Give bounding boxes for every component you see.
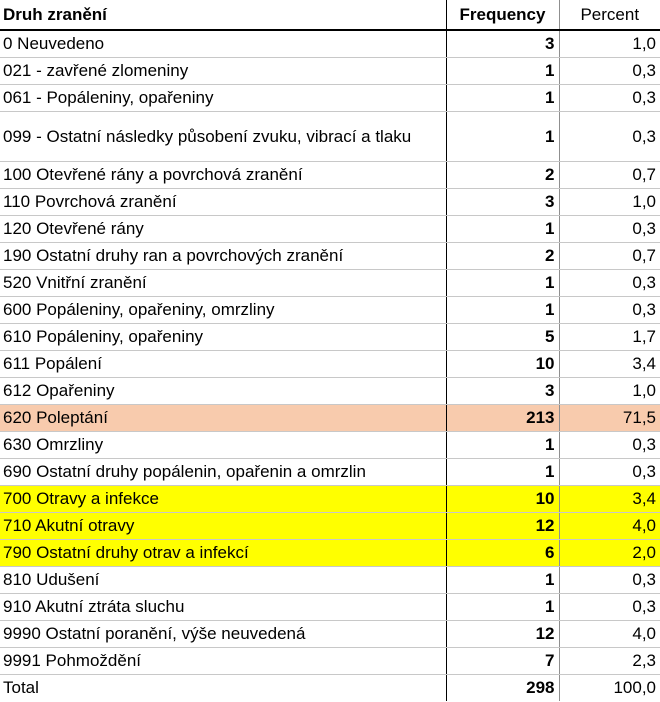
table-row — [0, 30, 660, 57]
row-label: 810 Udušení — [0, 566, 446, 593]
row-frequency: 12 — [446, 620, 559, 647]
row-frequency: 1 — [446, 215, 559, 242]
row-label: 600 Popáleniny, opařeniny, omrzliny — [0, 296, 446, 323]
table-row — [0, 57, 660, 84]
row-frequency: 1 — [446, 296, 559, 323]
row-frequency: 1 — [446, 269, 559, 296]
row-frequency: 2 — [446, 161, 559, 188]
row-frequency: 10 — [446, 485, 559, 512]
row-percent: 0,3 — [559, 111, 660, 161]
row-frequency: 1 — [446, 593, 559, 620]
row-percent: 0,3 — [559, 269, 660, 296]
row-label: 110 Povrchová zranění — [0, 188, 446, 215]
row-frequency: 7 — [446, 647, 559, 674]
row-label: 100 Otevřené rány a povrchová zranění — [0, 161, 446, 188]
row-label: 021 - zavřené zlomeniny — [0, 57, 446, 84]
table-row — [0, 350, 660, 377]
row-percent: 0,3 — [559, 593, 660, 620]
row-label: 910 Akutní ztráta sluchu — [0, 593, 446, 620]
row-frequency: 1 — [446, 431, 559, 458]
row-percent: 0,3 — [559, 84, 660, 111]
row-label: 612 Opařeniny — [0, 377, 446, 404]
total-row — [0, 674, 660, 701]
row-percent: 1,7 — [559, 323, 660, 350]
row-percent: 0,3 — [559, 215, 660, 242]
row-label: 690 Ostatní druhy popálenin, opařenin a omrzlin — [0, 458, 446, 485]
row-percent: 71,5 — [559, 404, 660, 431]
row-frequency: 2 — [446, 242, 559, 269]
row-percent: 1,0 — [559, 30, 660, 57]
total-label: Total — [3, 678, 39, 698]
row-percent: 1,0 — [559, 377, 660, 404]
row-label: 610 Popáleniny, opařeniny — [0, 323, 446, 350]
row-label: 700 Otravy a infekce — [0, 485, 446, 512]
row-percent: 2,0 — [559, 539, 660, 566]
table-row — [0, 215, 660, 242]
row-percent: 4,0 — [559, 512, 660, 539]
header-row — [0, 0, 660, 30]
row-frequency: 5 — [446, 323, 559, 350]
row-frequency: 1 — [446, 84, 559, 111]
column-header-frequency: Frequency — [446, 0, 559, 30]
row-frequency: 10 — [446, 350, 559, 377]
row-label: 0 Neuvedeno — [0, 30, 446, 57]
table-row — [0, 242, 660, 269]
row-frequency: 1 — [446, 566, 559, 593]
row-label: 061 - Popáleniny, opařeniny — [0, 84, 446, 111]
row-percent: 1,0 — [559, 188, 660, 215]
table-row — [0, 593, 660, 620]
row-frequency: 1 — [446, 111, 559, 161]
table-row — [0, 161, 660, 188]
row-percent: 0,3 — [559, 566, 660, 593]
row-frequency: 6 — [446, 539, 559, 566]
row-frequency: 213 — [446, 404, 559, 431]
column-header-injury-type: Druh zranění — [0, 0, 446, 30]
row-percent: 0,3 — [559, 431, 660, 458]
row-label: 520 Vnitřní zranění — [0, 269, 446, 296]
row-label: 099 - Ostatní následky působení zvuku, vibrací a tlaku — [0, 111, 446, 161]
row-label: 611 Popálení — [0, 350, 446, 377]
row-percent: 0,3 — [559, 296, 660, 323]
row-percent: 4,0 — [559, 620, 660, 647]
row-percent: 3,4 — [559, 485, 660, 512]
row-percent: 0,3 — [559, 458, 660, 485]
table-row — [0, 111, 660, 161]
row-percent: 2,3 — [559, 647, 660, 674]
row-frequency: 3 — [446, 188, 559, 215]
row-label: 120 Otevřené rány — [0, 215, 446, 242]
table-row — [0, 620, 660, 647]
row-label: 190 Ostatní druhy ran a povrchových zranění — [0, 242, 446, 269]
row-label: 9991 Pohmoždění — [0, 647, 446, 674]
table-row — [0, 84, 660, 111]
row-label: 630 Omrzliny — [0, 431, 446, 458]
table-row — [0, 269, 660, 296]
table-row — [0, 377, 660, 404]
row-frequency: 3 — [446, 377, 559, 404]
table-row-highlighted — [0, 404, 660, 431]
row-frequency: 12 — [446, 512, 559, 539]
total-frequency: 298 — [446, 674, 559, 701]
table-row — [0, 458, 660, 485]
row-label: 9990 Ostatní poranění, výše neuvedená — [0, 620, 446, 647]
row-frequency: 1 — [446, 57, 559, 84]
table-row — [0, 431, 660, 458]
total-percent: 100,0 — [559, 674, 660, 701]
row-percent: 3,4 — [559, 350, 660, 377]
row-percent: 0,7 — [559, 242, 660, 269]
row-frequency: 1 — [446, 458, 559, 485]
row-label: 710 Akutní otravy — [0, 512, 446, 539]
row-label: 790 Ostatní druhy otrav a infekcí — [0, 539, 446, 566]
column-header-percent: Percent — [559, 0, 660, 30]
table-row-highlighted — [0, 539, 660, 566]
table-row — [0, 296, 660, 323]
table-row-highlighted — [0, 512, 660, 539]
table-row-highlighted — [0, 485, 660, 512]
row-label: 620 Poleptání — [0, 404, 446, 431]
row-frequency: 3 — [446, 30, 559, 57]
table-row — [0, 188, 660, 215]
row-percent: 0,3 — [559, 57, 660, 84]
table-row — [0, 323, 660, 350]
table-row — [0, 566, 660, 593]
row-percent: 0,7 — [559, 161, 660, 188]
table-row — [0, 647, 660, 674]
